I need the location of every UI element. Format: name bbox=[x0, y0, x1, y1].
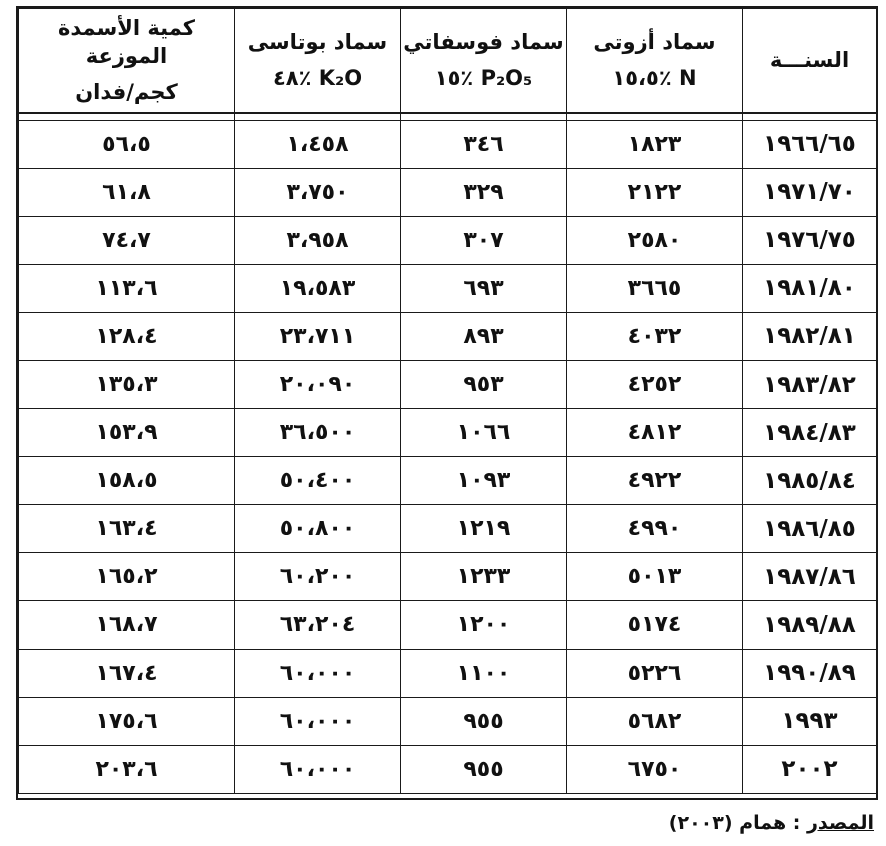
cell-nitrogen: ٤٩٢٢ bbox=[567, 457, 743, 505]
cell-nitrogen: ٥٢٢٦ bbox=[567, 649, 743, 697]
cell-quantity: ١٦٨،٧ bbox=[19, 601, 235, 649]
cell-nitrogen: ٤٩٩٠ bbox=[567, 505, 743, 553]
cell-year: ١٩٨٧/٨٦ bbox=[743, 553, 877, 601]
cell-nitrogen: ١٨٢٣ bbox=[567, 120, 743, 168]
cell-phosphate: ١٢١٩ bbox=[401, 505, 567, 553]
table-row bbox=[19, 409, 877, 457]
source-note bbox=[669, 812, 874, 834]
table-row bbox=[19, 457, 877, 505]
source-text: : همام (٢٠٠٣) bbox=[668, 812, 807, 834]
cell-year: ١٩٧١/٧٠ bbox=[743, 168, 877, 216]
table-row bbox=[19, 312, 877, 360]
cell-quantity: ١٦٧،٤ bbox=[19, 649, 235, 697]
table-body bbox=[19, 113, 877, 794]
cell-potash: ٣،٩٥٨ bbox=[235, 216, 401, 264]
cell-year: ١٩٨٣/٨٢ bbox=[743, 360, 877, 408]
table-row bbox=[19, 216, 877, 264]
cell-quantity: ١٥٣،٩ bbox=[19, 409, 235, 457]
header-quantity: كمية الأسمدة الموزعة كجم/فدان bbox=[19, 9, 235, 113]
header-potash: سماد بوتاسى K₂O ٪٤٨ bbox=[235, 9, 401, 113]
table-frame bbox=[16, 6, 878, 800]
table-row bbox=[19, 601, 877, 649]
cell-quantity: ١٢٨،٤ bbox=[19, 312, 235, 360]
cell-nitrogen: ٢٥٨٠ bbox=[567, 216, 743, 264]
table-row bbox=[19, 264, 877, 312]
cell-potash: ٦٠،٠٠٠ bbox=[235, 649, 401, 697]
cell-nitrogen: ٥٦٨٢ bbox=[567, 697, 743, 745]
cell-quantity: ١٥٨،٥ bbox=[19, 457, 235, 505]
cell-potash: ٥٠،٤٠٠ bbox=[235, 457, 401, 505]
cell-nitrogen: ٤٠٣٢ bbox=[567, 312, 743, 360]
cell-quantity: ١١٣،٦ bbox=[19, 264, 235, 312]
cell-nitrogen: ٥١٧٤ bbox=[567, 601, 743, 649]
cell-potash: ٦٣،٢٠٤ bbox=[235, 601, 401, 649]
table-row bbox=[19, 505, 877, 553]
cell-nitrogen: ٥٠١٣ bbox=[567, 553, 743, 601]
cell-potash: ٣،٧٥٠ bbox=[235, 168, 401, 216]
cell-phosphate: ٩٥٥ bbox=[401, 745, 567, 793]
cell-year: ١٩٨١/٨٠ bbox=[743, 264, 877, 312]
table-row bbox=[19, 360, 877, 408]
cell-phosphate: ٦٩٣ bbox=[401, 264, 567, 312]
header-gap bbox=[19, 113, 877, 121]
cell-potash: ٥٠،٨٠٠ bbox=[235, 505, 401, 553]
cell-potash: ٦٠،٠٠٠ bbox=[235, 745, 401, 793]
cell-phosphate: ١٢٣٣ bbox=[401, 553, 567, 601]
cell-quantity: ٥٦،٥ bbox=[19, 120, 235, 168]
cell-phosphate: ٣٢٩ bbox=[401, 168, 567, 216]
cell-nitrogen: ٤٨١٢ bbox=[567, 409, 743, 457]
table-row bbox=[19, 745, 877, 793]
source-label: المصدر bbox=[806, 812, 874, 834]
fertilizer-table bbox=[18, 8, 877, 794]
cell-year: ١٩٩٣ bbox=[743, 697, 877, 745]
cell-phosphate: ١١٠٠ bbox=[401, 649, 567, 697]
table-header bbox=[19, 9, 877, 113]
cell-year: ١٩٨٢/٨١ bbox=[743, 312, 877, 360]
cell-potash: ٢٣،٧١١ bbox=[235, 312, 401, 360]
cell-nitrogen: ٢١٢٢ bbox=[567, 168, 743, 216]
cell-phosphate: ١٢٠٠ bbox=[401, 601, 567, 649]
cell-potash: ٢٠،٠٩٠ bbox=[235, 360, 401, 408]
table-row bbox=[19, 168, 877, 216]
cell-year: ١٩٦٦/٦٥ bbox=[743, 120, 877, 168]
header-year: السنـــة bbox=[743, 9, 877, 113]
cell-year: ٢٠٠٢ bbox=[743, 745, 877, 793]
cell-phosphate: ٩٥٣ bbox=[401, 360, 567, 408]
cell-year: ١٩٨٦/٨٥ bbox=[743, 505, 877, 553]
cell-potash: ٦٠،٠٠٠ bbox=[235, 697, 401, 745]
cell-nitrogen: ٣٦٦٥ bbox=[567, 264, 743, 312]
header-nitrogen: سماد أزوتى N ٪١٥،٥ bbox=[567, 9, 743, 113]
table-row bbox=[19, 697, 877, 745]
cell-phosphate: ١٠٦٦ bbox=[401, 409, 567, 457]
table-row bbox=[19, 649, 877, 697]
table-row bbox=[19, 553, 877, 601]
cell-phosphate: ٣٠٧ bbox=[401, 216, 567, 264]
cell-year: ١٩٧٦/٧٥ bbox=[743, 216, 877, 264]
cell-year: ١٩٩٠/٨٩ bbox=[743, 649, 877, 697]
cell-potash: ١٩،٥٨٣ bbox=[235, 264, 401, 312]
table-row bbox=[19, 120, 877, 168]
cell-potash: ١،٤٥٨ bbox=[235, 120, 401, 168]
cell-year: ١٩٨٤/٨٣ bbox=[743, 409, 877, 457]
cell-quantity: ٧٤،٧ bbox=[19, 216, 235, 264]
cell-nitrogen: ٦٧٥٠ bbox=[567, 745, 743, 793]
cell-quantity: ٢٠٣،٦ bbox=[19, 745, 235, 793]
cell-year: ١٩٨٥/٨٤ bbox=[743, 457, 877, 505]
cell-year: ١٩٨٩/٨٨ bbox=[743, 601, 877, 649]
cell-nitrogen: ٤٢٥٢ bbox=[567, 360, 743, 408]
cell-phosphate: ٩٥٥ bbox=[401, 697, 567, 745]
header-phosphate: سماد فوسفاتي P₂O₅ ٪١٥ bbox=[401, 9, 567, 113]
cell-potash: ٣٦،٥٠٠ bbox=[235, 409, 401, 457]
cell-phosphate: ٨٩٣ bbox=[401, 312, 567, 360]
cell-quantity: ١٣٥،٣ bbox=[19, 360, 235, 408]
cell-phosphate: ٣٤٦ bbox=[401, 120, 567, 168]
cell-potash: ٦٠،٢٠٠ bbox=[235, 553, 401, 601]
cell-quantity: ١٦٥،٢ bbox=[19, 553, 235, 601]
cell-quantity: ١٧٥،٦ bbox=[19, 697, 235, 745]
cell-phosphate: ١٠٩٣ bbox=[401, 457, 567, 505]
cell-quantity: ١٦٣،٤ bbox=[19, 505, 235, 553]
cell-quantity: ٦١،٨ bbox=[19, 168, 235, 216]
